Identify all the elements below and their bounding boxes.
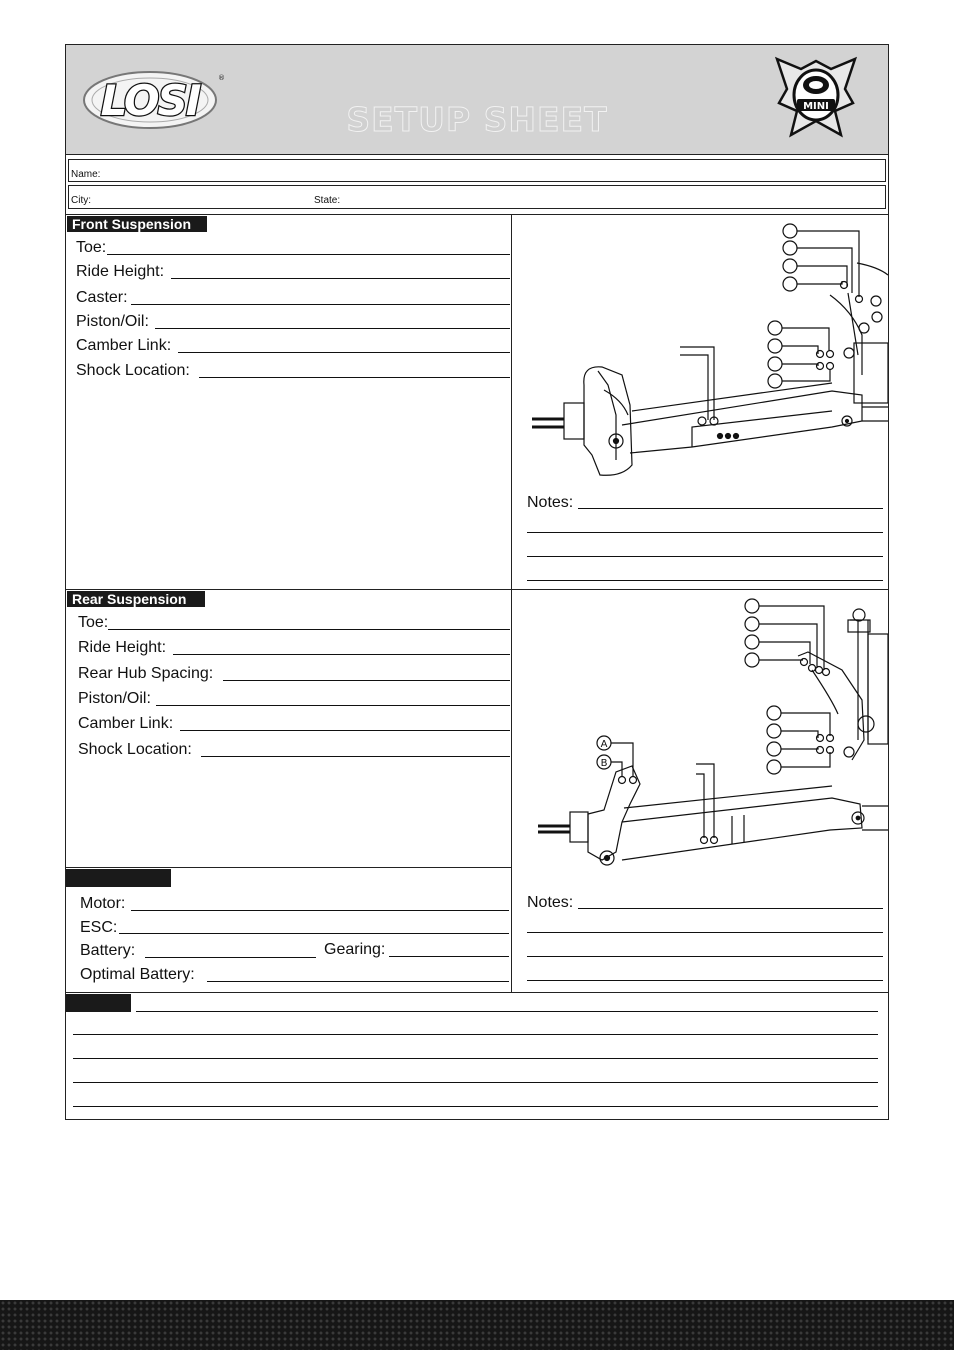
front-ride-height-label: Ride Height: xyxy=(76,263,165,280)
esc-label: ESC: xyxy=(80,919,118,936)
svg-text:A: A xyxy=(600,739,608,750)
front-piston-oil-field[interactable] xyxy=(155,328,510,329)
rear-camber-link-field[interactable] xyxy=(180,730,510,731)
mini-badge-text: MINI xyxy=(803,101,829,112)
footer-band xyxy=(0,1300,954,1350)
front-notes-line[interactable] xyxy=(527,556,883,557)
rear-notes-line[interactable] xyxy=(527,980,883,981)
rear-piston-oil-label: Piston/Oil: xyxy=(78,690,151,707)
rear-toe-label: Toe: xyxy=(78,614,109,631)
city-label: City: xyxy=(71,195,91,206)
rear-notes-label: Notes: xyxy=(527,894,574,911)
front-notes-line[interactable] xyxy=(527,580,883,581)
gearing-field[interactable] xyxy=(389,956,509,957)
front-notes-line[interactable] xyxy=(527,532,883,533)
front-camber-link-field[interactable] xyxy=(178,352,510,353)
name-label: Name: xyxy=(71,169,101,180)
rear-notes-line[interactable] xyxy=(527,956,883,957)
divider xyxy=(66,992,888,993)
marker-b xyxy=(597,755,611,769)
esc-field[interactable] xyxy=(119,933,509,934)
general-notes-line[interactable] xyxy=(73,1106,878,1107)
name-field[interactable] xyxy=(68,159,886,182)
motor-field[interactable] xyxy=(131,910,509,911)
battery-label: Battery: xyxy=(80,942,136,959)
optimal-battery-field[interactable] xyxy=(207,981,509,982)
front-ride-height-field[interactable] xyxy=(171,278,510,279)
rear-shock-location-label: Shock Location: xyxy=(78,741,192,758)
rear-hub-spacing-label: Rear Hub Spacing: xyxy=(78,665,214,682)
rear-suspension-heading: Rear Suspension xyxy=(67,591,205,607)
marker-a xyxy=(597,736,611,750)
svg-text:LOSI: LOSI xyxy=(100,76,200,125)
electronics-heading-bar xyxy=(66,869,171,887)
general-notes-heading-bar xyxy=(66,994,131,1012)
rear-ride-height-field[interactable] xyxy=(173,654,510,655)
rear-suspension-diagram xyxy=(512,590,888,870)
svg-text:®: ® xyxy=(218,74,225,82)
rear-shock-location-field[interactable] xyxy=(201,756,510,757)
optimal-battery-label: Optimal Battery: xyxy=(80,966,195,983)
front-caster-field[interactable] xyxy=(131,304,510,305)
rear-notes-line[interactable] xyxy=(578,908,883,909)
front-shock-location-field[interactable] xyxy=(199,377,510,378)
state-label: State: xyxy=(314,195,341,206)
general-notes-line[interactable] xyxy=(73,1082,878,1083)
page-title: SETUP SHEET xyxy=(346,100,608,139)
svg-text:B: B xyxy=(600,758,608,769)
divider xyxy=(66,867,512,868)
rear-toe-field[interactable] xyxy=(108,629,510,630)
motor-label: Motor: xyxy=(80,895,126,912)
front-toe-field[interactable] xyxy=(107,254,510,255)
front-notes-line[interactable] xyxy=(578,508,883,509)
front-suspension-heading: Front Suspension xyxy=(67,216,207,232)
rear-ride-height-label: Ride Height: xyxy=(78,639,167,656)
gearing-label: Gearing: xyxy=(324,941,386,958)
rear-camber-link-label: Camber Link: xyxy=(78,715,174,732)
front-camber-link-label: Camber Link: xyxy=(76,337,172,354)
mini-badge xyxy=(773,55,859,139)
front-piston-oil-label: Piston/Oil: xyxy=(76,313,149,330)
rear-hub-spacing-field[interactable] xyxy=(223,680,510,681)
front-toe-label: Toe: xyxy=(76,239,107,256)
front-caster-label: Caster: xyxy=(76,289,128,306)
front-shock-location-label: Shock Location: xyxy=(76,362,190,379)
rear-notes-line[interactable] xyxy=(527,932,883,933)
general-notes-line[interactable] xyxy=(73,1058,878,1059)
general-notes-line[interactable] xyxy=(73,1034,878,1035)
front-suspension-diagram xyxy=(512,215,888,495)
front-notes-label: Notes: xyxy=(527,494,574,511)
rear-piston-oil-field[interactable] xyxy=(156,705,510,706)
city-state-row xyxy=(68,185,886,209)
general-notes-line[interactable] xyxy=(136,1011,878,1012)
battery-field[interactable] xyxy=(145,957,316,958)
